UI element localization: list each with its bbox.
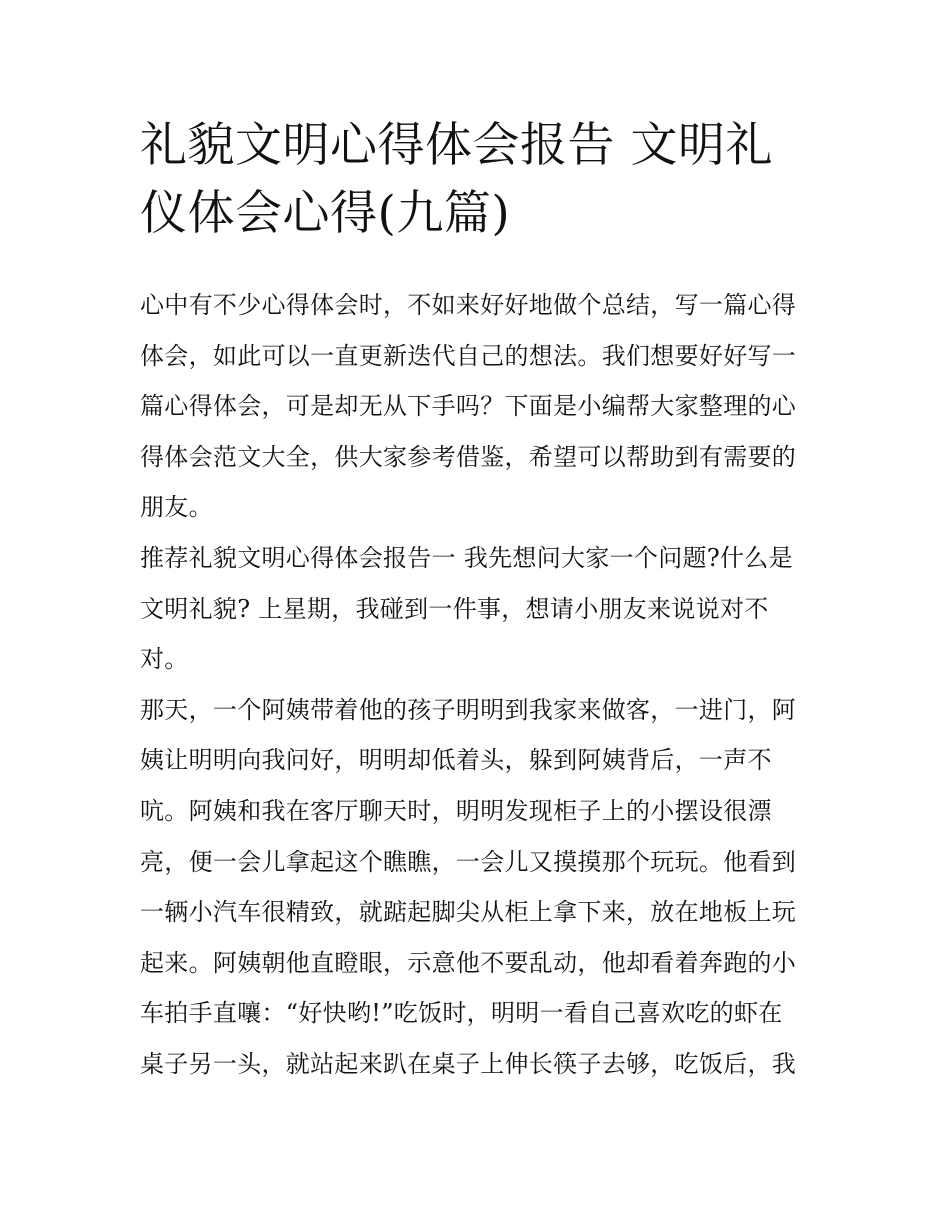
text-line: 对。 xyxy=(140,645,189,674)
text-line: 一辆小汽车很精致，就踮起脚尖从柜上拿下来，放在地板上玩 xyxy=(140,898,797,927)
text-line: 文明礼貌? 上星期，我碰到一件事，想请小朋友来说说对不 xyxy=(140,594,769,623)
title-line: 礼貌文明心得体会报告 文明礼 xyxy=(140,118,773,173)
title-line: 仪体会心得(九篇) xyxy=(140,186,511,241)
text-line: 篇心得体会，可是却无从下手吗？下面是小编帮大家整理的心 xyxy=(140,392,797,421)
document-body xyxy=(140,280,820,1090)
paragraph-intro xyxy=(140,280,820,533)
text-line: 车拍手直嚷：“好快哟!”吃饭时，明明一看自己喜欢吃的虾在 xyxy=(140,999,783,1028)
text-line: 亮，便一会儿拿起这个瞧瞧，一会儿又摸摸那个玩玩。他看到 xyxy=(140,847,797,876)
text-line: 心中有不少心得体会时，不如来好好地做个总结，写一篇心得 xyxy=(140,291,797,319)
document-title xyxy=(140,112,820,248)
text-line: 朋友。 xyxy=(140,493,213,522)
text-line: 吭。阿姨和我在客厅聊天时，明明发现柜子上的小摆设很漂 xyxy=(140,796,772,825)
paragraph-recommend xyxy=(140,533,820,685)
text-line: 起来。阿姨朝他直瞪眼，示意他不要乱动，他却看着奔跑的小 xyxy=(140,948,797,977)
text-line: 体会，如此可以一直更新迭代自己的想法。我们想要好好写一 xyxy=(140,341,797,370)
paragraph-story xyxy=(140,685,820,1090)
text-line: 桌子另一头，就站起来趴在桌子上伸长筷子去够，吃饭后，我 xyxy=(140,1049,797,1078)
text-line: 那天，一个阿姨带着他的孩子明明到我家来做客，一进门，阿 xyxy=(140,695,797,724)
text-line: 姨让明明向我问好，明明却低着头，躲到阿姨背后，一声不 xyxy=(140,746,772,775)
text-line: 得体会范文大全，供大家参考借鉴，希望可以帮助到有需要的 xyxy=(140,442,797,471)
text-line: 推荐礼貌文明心得体会报告一 我先想问大家一个问题?什么是 xyxy=(140,543,793,572)
